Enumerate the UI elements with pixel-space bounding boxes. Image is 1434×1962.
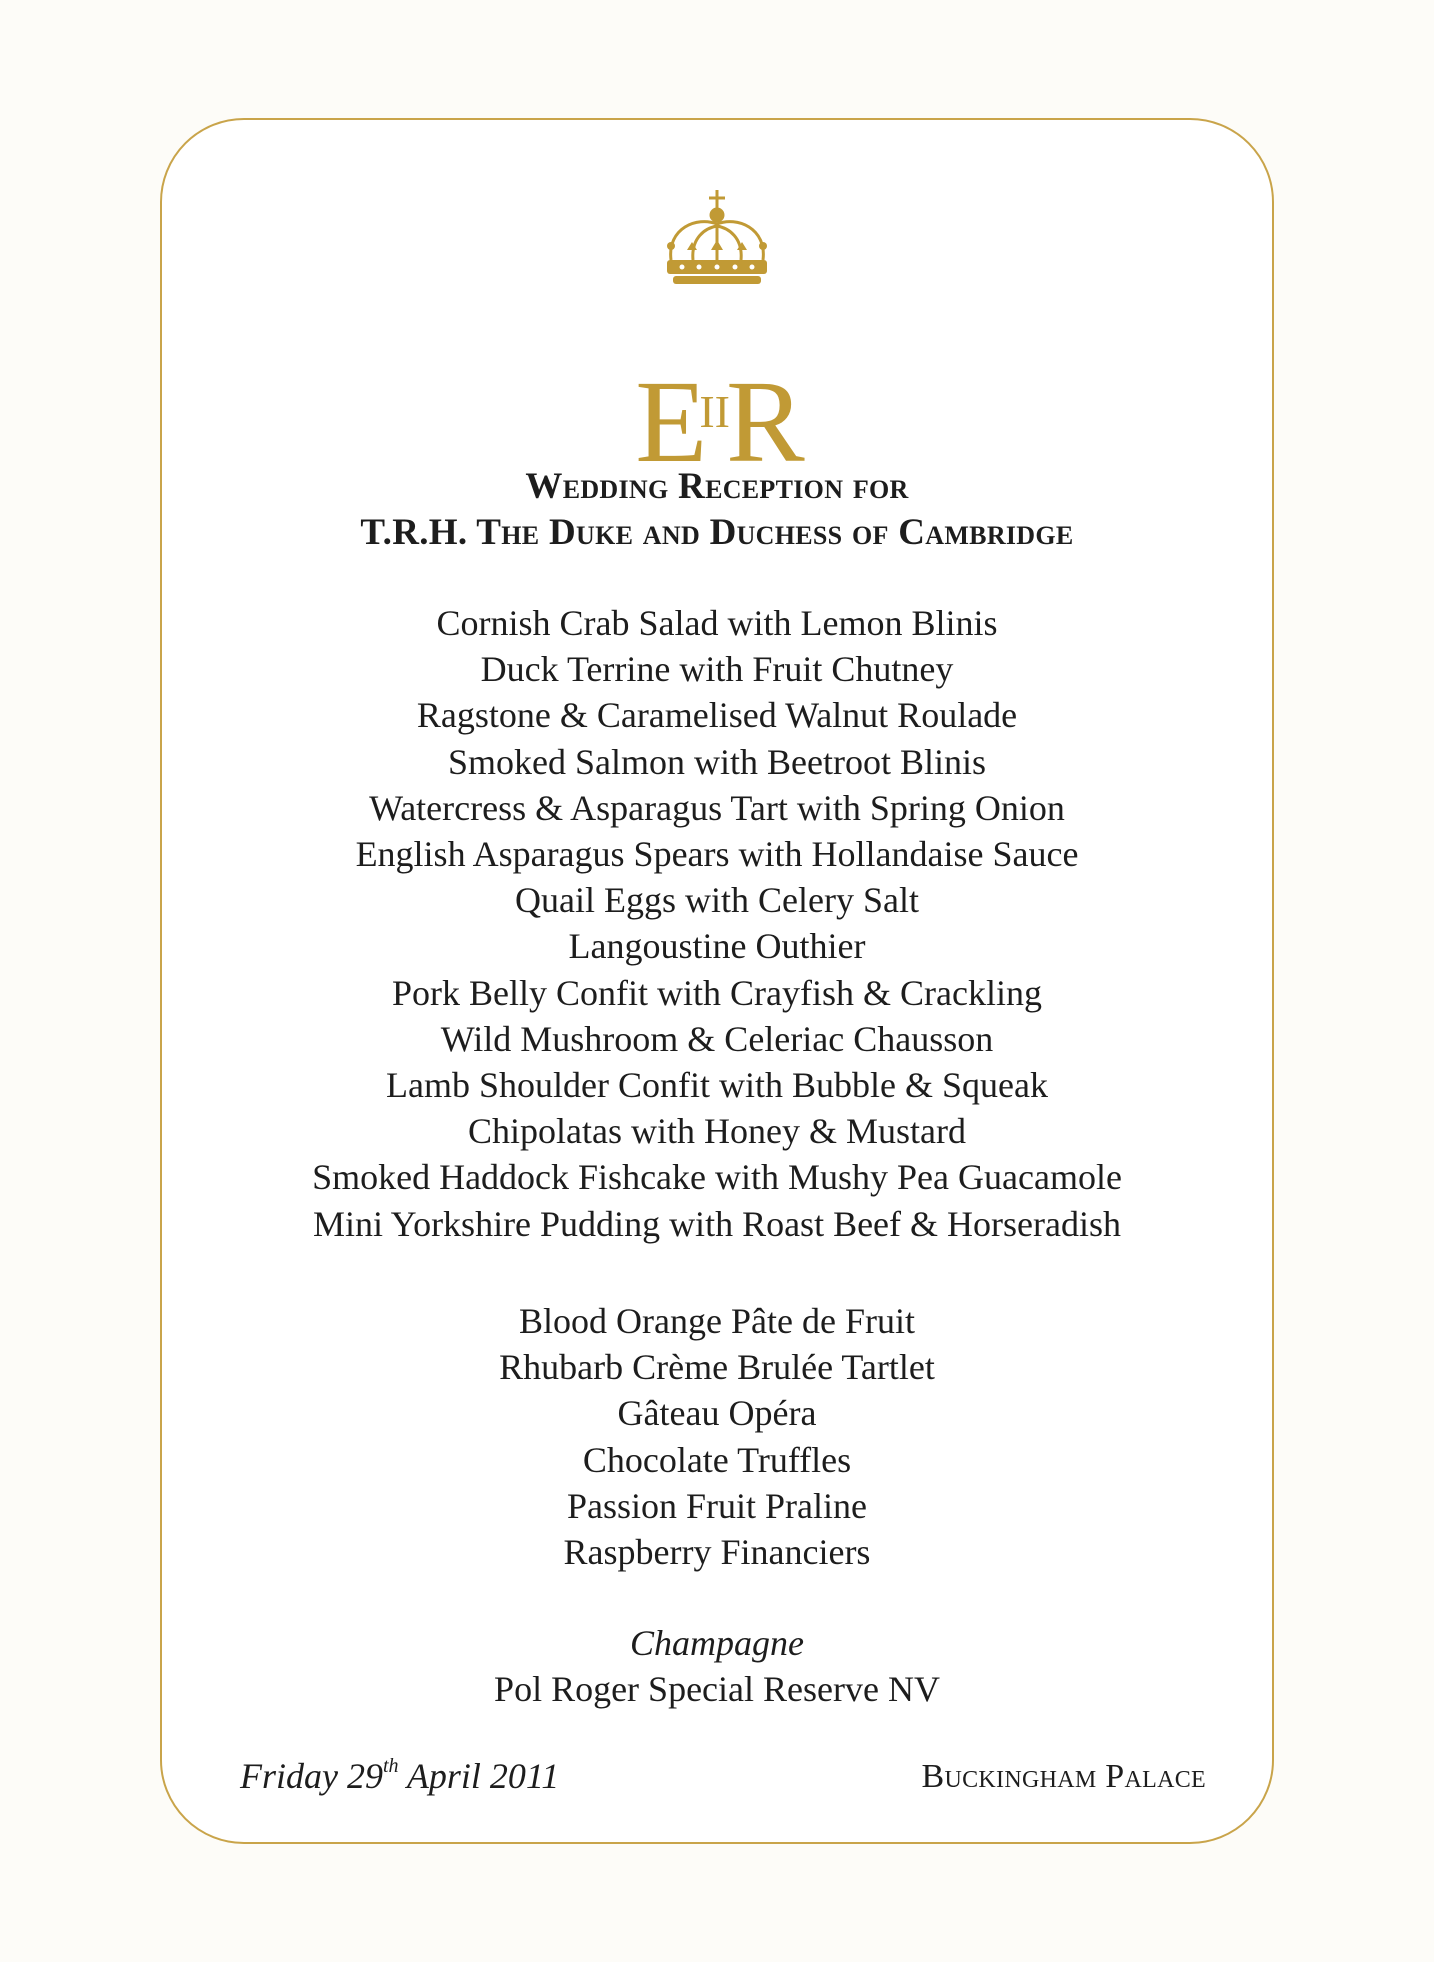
heading-line-2: T.R.H. The Duke and Duchess of Cambridge — [360, 512, 1074, 553]
crown-icon — [657, 188, 777, 298]
sweet-menu-list — [162, 1298, 1272, 1575]
drinks-item: Pol Roger Special Reserve NV — [494, 1669, 940, 1710]
menu-item: Quail Eggs with Celery Salt — [515, 880, 919, 921]
menu-item: Smoked Salmon with Beetroot Blinis — [448, 741, 986, 782]
cypher-numeral: II — [699, 386, 730, 437]
drinks-label: Champagne — [630, 1623, 804, 1663]
menu-item: Pork Belly Confit with Crayfish & Crackling — [392, 972, 1042, 1013]
menu-item: Duck Terrine with Fruit Chutney — [480, 649, 954, 690]
menu-item: Chipolatas with Honey & Mustard — [468, 1111, 966, 1152]
menu-item: Cornish Crab Salad with Lemon Blinis — [436, 603, 998, 643]
menu-item: Ragstone & Caramelised Walnut Roulade — [416, 695, 1018, 736]
menu-item: Wild Mushroom & Celeriac Chausson — [440, 1018, 994, 1059]
menu-item: Passion Fruit Praline — [566, 1485, 867, 1526]
menu-item: Rhubarb Crème Brulée Tartlet — [499, 1347, 935, 1388]
menu-item: Langoustine Outhier — [568, 926, 866, 967]
menu-item: Mini Yorkshire Pudding with Roast Beef & Horseradish — [313, 1203, 1121, 1244]
savoury-menu-list — [162, 600, 1272, 1247]
event-date — [240, 1756, 559, 1794]
date-suffix: th — [382, 1755, 399, 1777]
menu-item: Chocolate Truffles — [582, 1439, 852, 1480]
cypher-letter-r: R — [726, 356, 799, 487]
drinks-section — [162, 1620, 1272, 1712]
event-place: Buckingham Palace — [921, 1758, 1206, 1795]
heading-line-1: Wedding Reception for — [525, 466, 909, 507]
menu-item: Watercress & Asparagus Tart with Spring Onion — [369, 787, 1065, 828]
royal-cypher — [162, 188, 1272, 508]
date-day: Friday 29 — [240, 1756, 383, 1796]
menu-item: Gâteau Opéra — [617, 1393, 817, 1434]
menu-card — [160, 118, 1274, 1844]
menu-item: Raspberry Financiers — [563, 1532, 871, 1573]
date-rest: April 2011 — [398, 1756, 560, 1796]
menu-item: English Asparagus Spears with Hollandaise Sauce — [355, 834, 1079, 875]
menu-item: Blood Orange Pâte de Fruit — [519, 1301, 915, 1341]
menu-item: Smoked Haddock Fishcake with Mushy Pea Guacamole — [312, 1157, 1122, 1198]
cypher-letter-e: E — [635, 356, 702, 487]
menu-item: Lamb Shoulder Confit with Bubble & Squeak — [386, 1065, 1048, 1106]
